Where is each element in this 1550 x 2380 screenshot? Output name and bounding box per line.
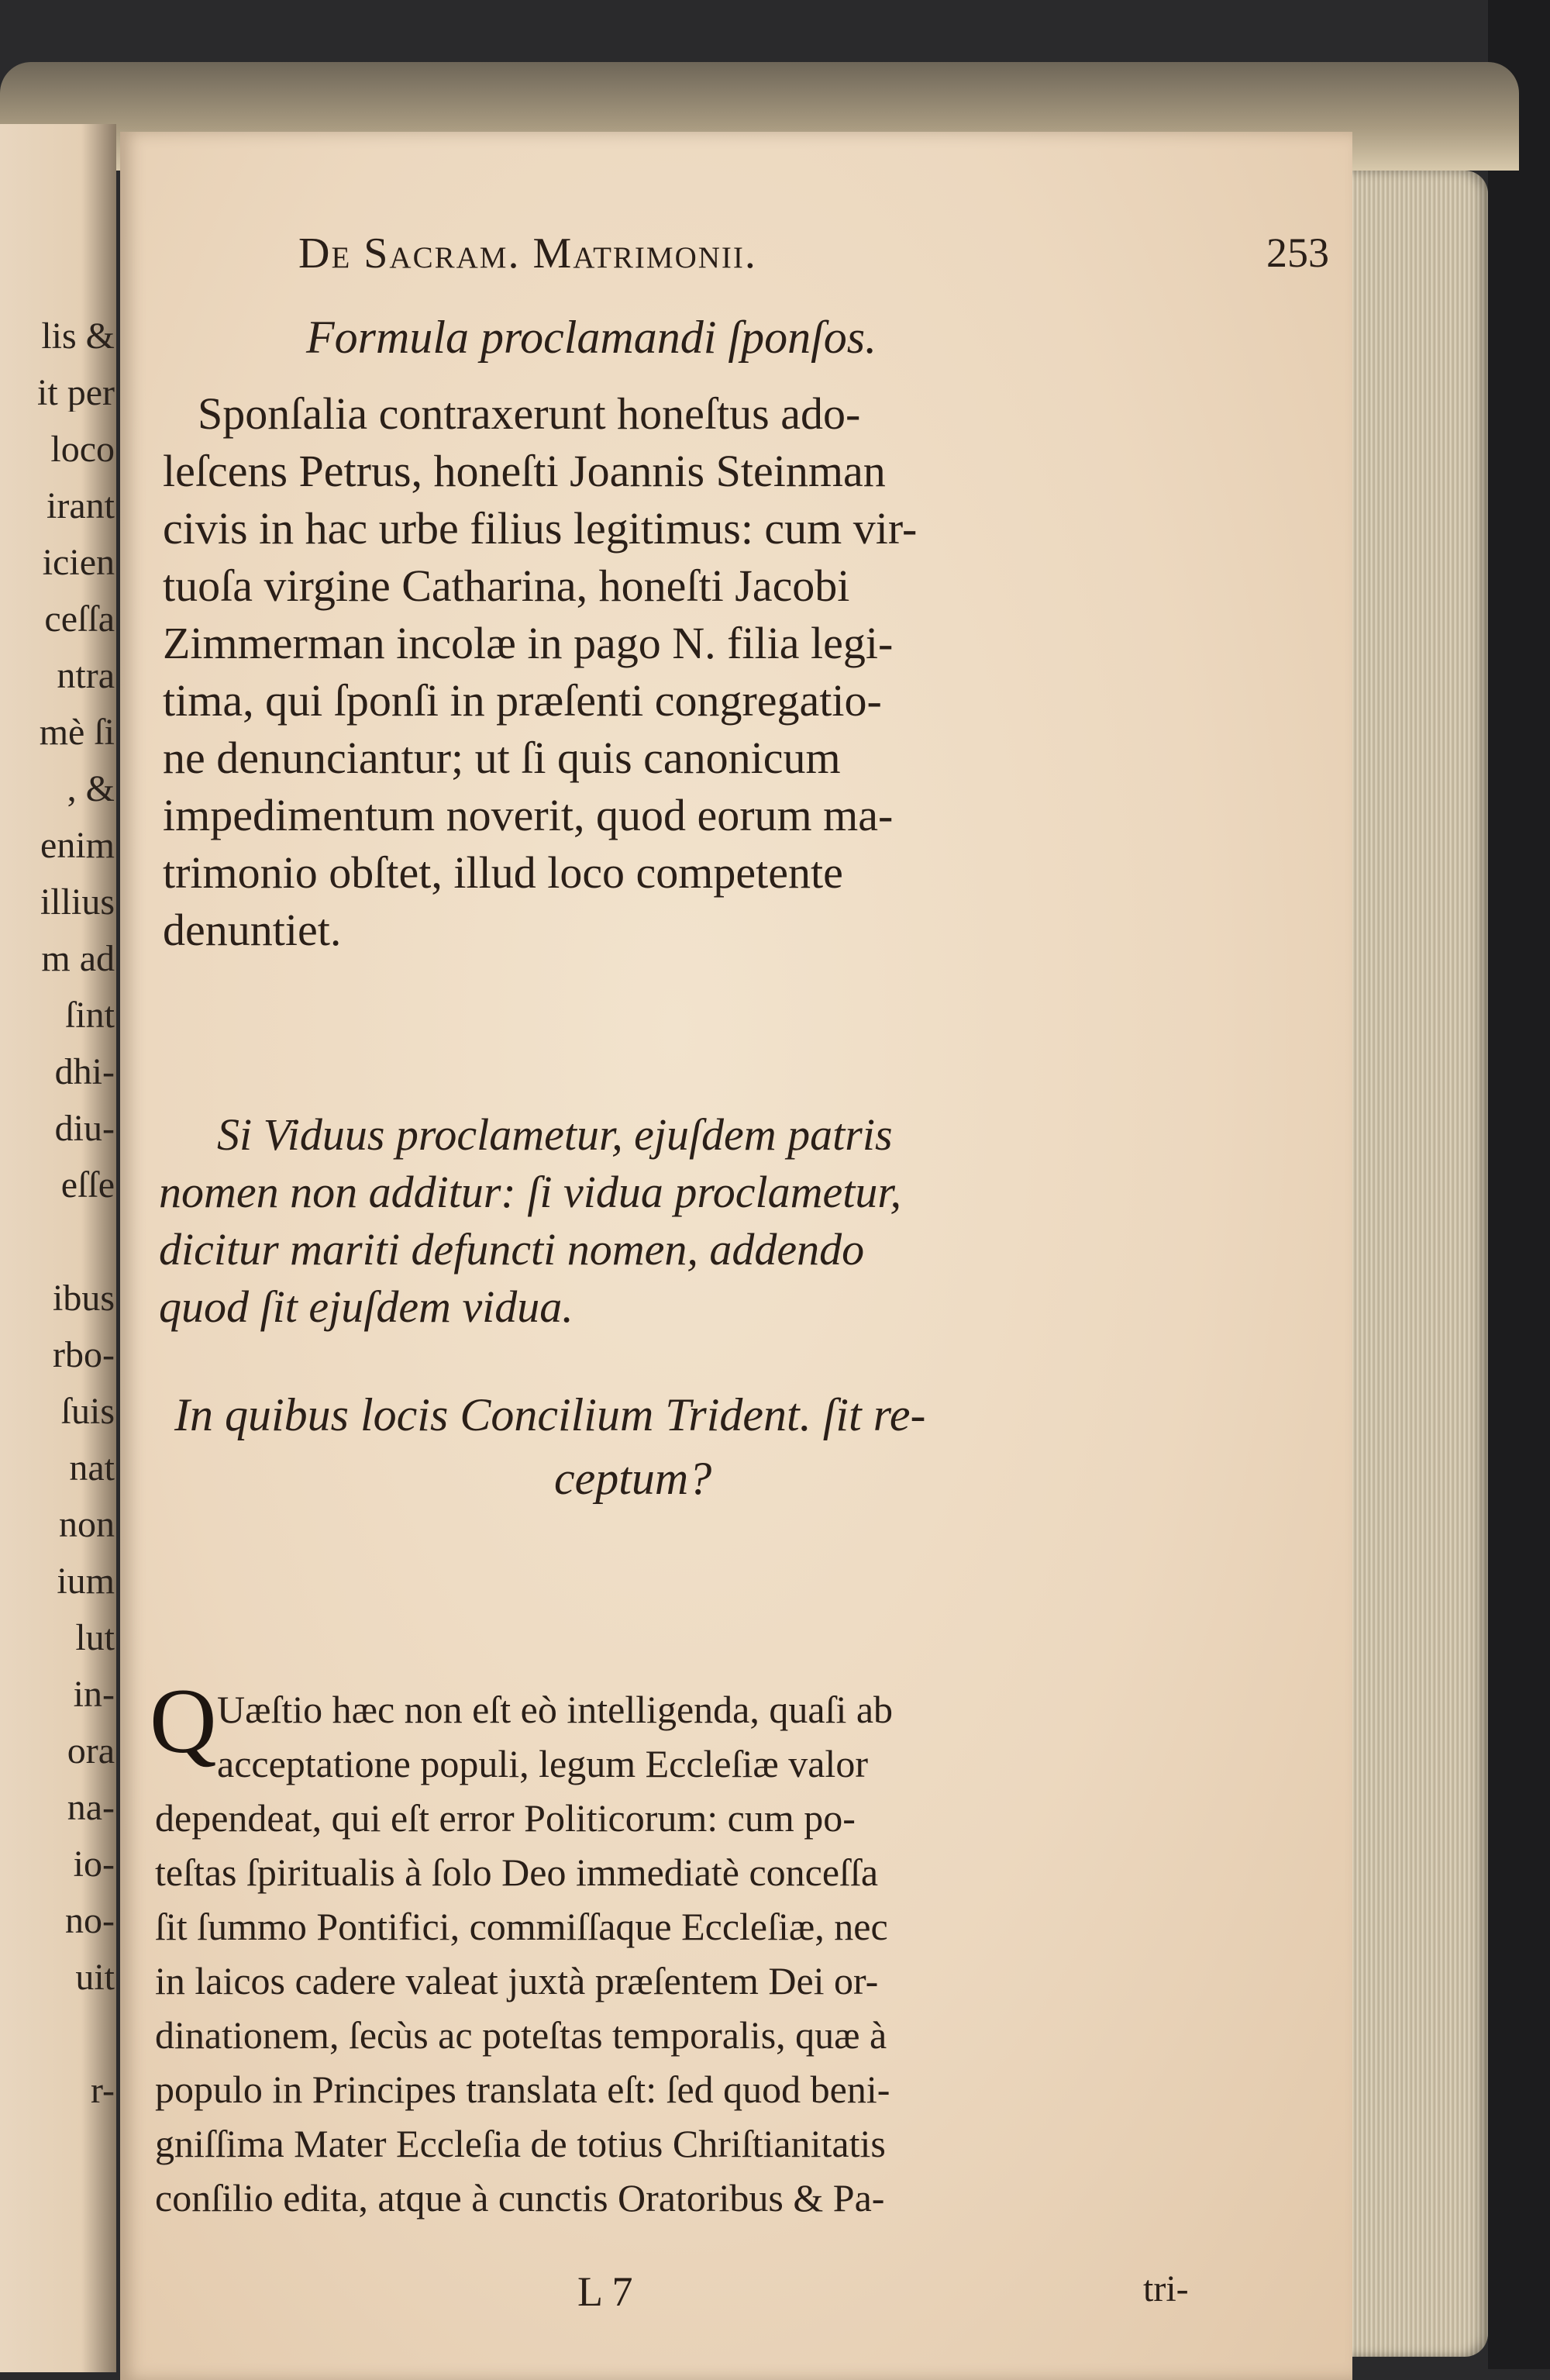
left-page-fragment: ora bbox=[67, 1733, 115, 1770]
trident-body-line: gniſſima Mater Eccleſia de totius Chriſtianitatis bbox=[155, 2122, 886, 2165]
left-page-fragment: rbo- bbox=[53, 1337, 115, 1374]
left-page-fragment: ceſſa bbox=[44, 601, 115, 638]
page-number: 253 bbox=[1266, 229, 1329, 276]
formula-line: tuoſa virgine Catharina, honeſti Jacobi bbox=[163, 561, 850, 611]
left-page-fragment: no- bbox=[65, 1902, 115, 1940]
left-page-fragment: mè ſi bbox=[39, 714, 115, 751]
left-page-fragment: , & bbox=[67, 771, 115, 808]
trident-body-line: in laicos cadere valeat juxtà præſentem Dei or- bbox=[155, 1959, 879, 2002]
left-page-fragment: ibus bbox=[52, 1280, 115, 1317]
left-page-fragment: it per bbox=[37, 374, 115, 412]
left-page-fragment: ium bbox=[57, 1563, 115, 1600]
left-page-fragment: enim bbox=[40, 827, 115, 864]
left-page-fragment: loco bbox=[50, 431, 115, 468]
left-page-fragment: irant bbox=[46, 488, 115, 525]
left-page-fragment: lut bbox=[75, 1619, 115, 1657]
running-title: De Sacram. Matrimonii. bbox=[298, 229, 757, 278]
book bbox=[0, 31, 1519, 2369]
trident-body-line: populo in Principes translata eſt: ſed quod beni- bbox=[155, 2068, 890, 2111]
left-page-fragment: eſſe bbox=[60, 1167, 115, 1204]
section-heading-formula: Formula proclamandi ſponſos. bbox=[306, 312, 877, 363]
left-page-fragment: non bbox=[59, 1506, 115, 1544]
formula-line: denuntiet. bbox=[163, 905, 342, 955]
left-page-fragment: in- bbox=[73, 1676, 115, 1713]
left-page-fragment: ſuis bbox=[60, 1393, 115, 1430]
left-page-fragment: lis & bbox=[41, 318, 115, 355]
note-line: dicitur mariti defuncti nomen, addendo bbox=[159, 1224, 865, 1275]
formula-line: Zimmerman incolæ in pago N. filia legi- bbox=[163, 618, 894, 668]
left-page-fragment: dhi- bbox=[54, 1054, 115, 1091]
formula-line: tima, qui ſponſi in præſenti congregatio- bbox=[163, 675, 882, 726]
trident-body-line: teſtas ſpiritualis à ſolo Deo immediatè conceſſa bbox=[155, 1851, 879, 1894]
trident-body-line: dependeat, qui eſt error Politicorum: cum po- bbox=[155, 1796, 856, 1840]
left-page-fragment: r- bbox=[90, 2072, 115, 2109]
formula-line: impedimentum noverit, quod eorum ma- bbox=[163, 790, 894, 840]
left-page-fragment: na- bbox=[67, 1789, 115, 1826]
trident-body-line: ſit ſummo Pontifici, commiſſaque Eccleſiæ, nec bbox=[155, 1905, 888, 1948]
signature-mark: L 7 bbox=[577, 2268, 633, 2315]
trident-body-line: dinationem, ſecùs ac poteſtas temporalis, quæ à bbox=[155, 2013, 887, 2057]
formula-line: ne denunciantur; ut ſi quis canonicum bbox=[163, 733, 841, 783]
left-page-fragment: nat bbox=[69, 1450, 115, 1487]
left-page-fragment: icien bbox=[42, 544, 115, 581]
note-line: quod ſit ejuſdem vidua. bbox=[159, 1281, 574, 1332]
trident-heading-line: In quibus locis Concilium Trident. ſit re- bbox=[174, 1389, 926, 1440]
right-page bbox=[120, 132, 1352, 2380]
page-edges bbox=[1348, 171, 1488, 2357]
note-line: Si Viduus proclametur, ejuſdem patris bbox=[217, 1109, 893, 1160]
left-page-fragment: illius bbox=[40, 884, 115, 921]
left-page-fragment: ſint bbox=[64, 997, 115, 1034]
formula-line: trimonio obſtet, illud loco competente bbox=[163, 847, 843, 898]
left-page-fragment: ntra bbox=[57, 657, 115, 695]
trident-body-line: conſilio edita, atque à cunctis Oratoribus & Pa- bbox=[155, 2176, 885, 2220]
trident-heading-line: ceptum? bbox=[554, 1453, 712, 1504]
left-page bbox=[0, 124, 116, 2372]
trident-body-line: acceptatione populi, legum Eccleſiæ valor bbox=[217, 1742, 868, 1785]
formula-line: Sponſalia contraxerunt honeſtus ado- bbox=[198, 388, 861, 439]
drop-capital: Q bbox=[150, 1669, 217, 1772]
formula-line: civis in hac urbe filius legitimus: cum vir- bbox=[163, 503, 918, 554]
left-page-fragment: m ad bbox=[41, 940, 115, 978]
running-header bbox=[298, 229, 1329, 283]
left-page-fragment: io- bbox=[73, 1846, 115, 1883]
catchword: tri- bbox=[1143, 2268, 1189, 2309]
trident-body-line: Uæſtio hæc non eſt eò intelligenda, quaſi ab bbox=[217, 1688, 894, 1731]
note-line: nomen non additur: ſi vidua proclametur, bbox=[159, 1167, 901, 1217]
formula-line: leſcens Petrus, honeſti Joannis Steinman bbox=[163, 446, 886, 496]
left-page-fragment: diu- bbox=[54, 1110, 115, 1147]
left-page-fragment: uit bbox=[75, 1959, 115, 1996]
